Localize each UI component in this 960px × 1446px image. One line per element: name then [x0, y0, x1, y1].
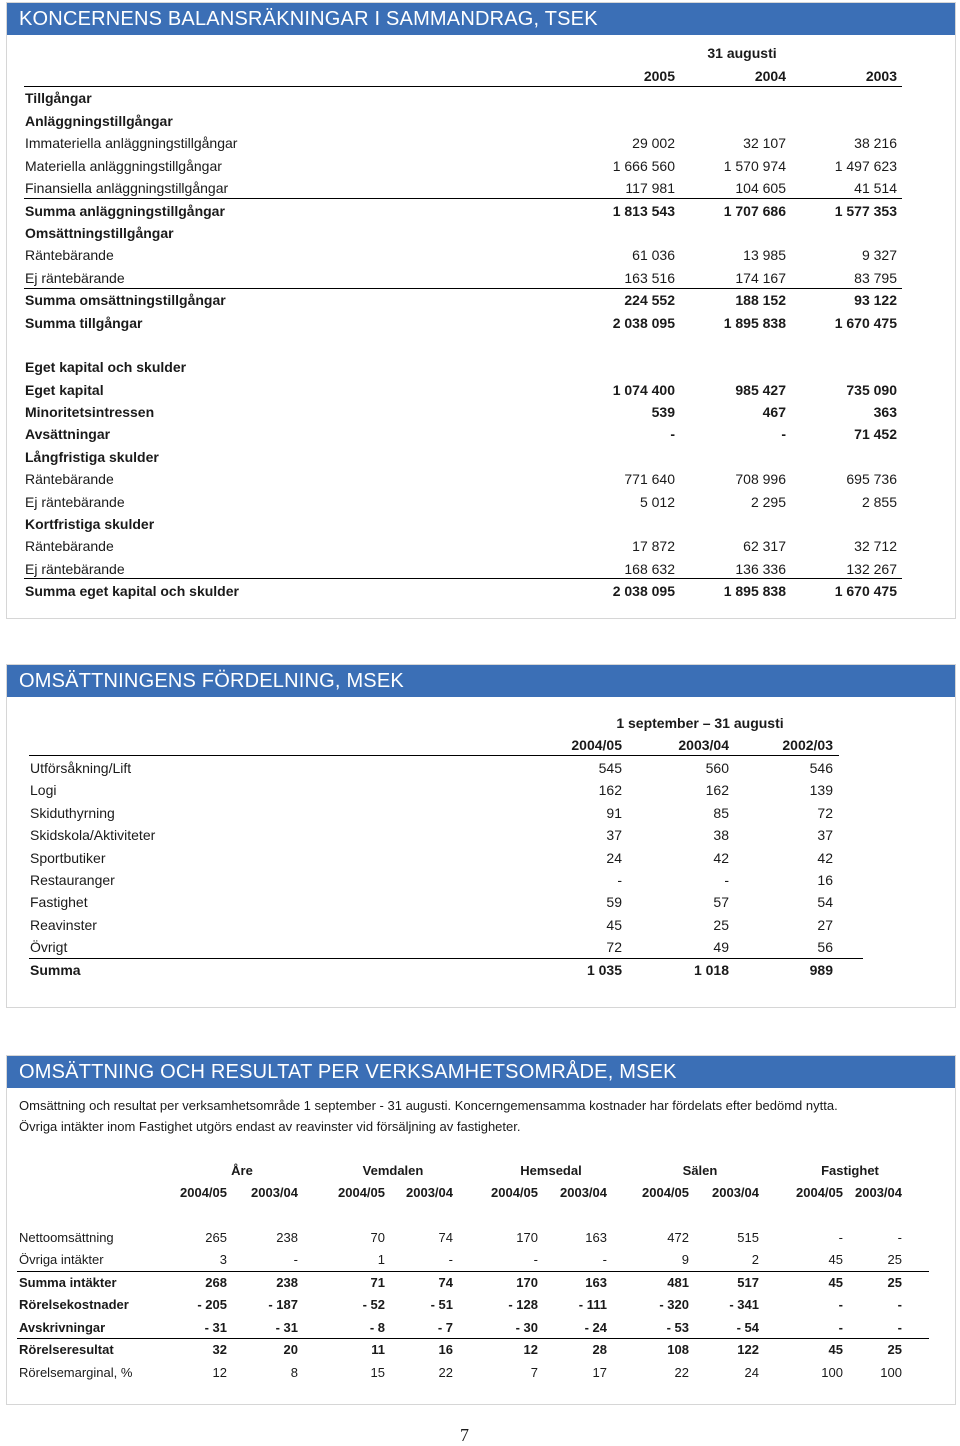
segment-intro-line-2: Övriga intäkter inom Fastighet utgörs endast av reavinster vid försäljning av fastigheter.: [19, 1119, 521, 1134]
row-value: -: [838, 1230, 843, 1245]
row-label: Avskrivningar: [19, 1320, 106, 1335]
year-label: 2003/04: [560, 1185, 607, 1200]
year-col-1: 2004/05: [571, 737, 622, 753]
row-value: 8: [290, 1365, 298, 1380]
table-row: [7, 869, 955, 891]
revenue-period-header: [7, 712, 955, 734]
row-value: - 8: [369, 1320, 385, 1335]
row-value: - 52: [362, 1297, 385, 1312]
row-value: 61 036: [632, 247, 675, 263]
row-value: 2: [751, 1252, 759, 1267]
row-value: 32 712: [854, 538, 897, 554]
balance-period-header: [7, 42, 955, 64]
table-row: [7, 757, 955, 779]
row-value: 56: [817, 939, 833, 956]
year-label: 2003/04: [251, 1185, 298, 1200]
year-label: 2004/05: [642, 1185, 689, 1200]
row-value: - 51: [430, 1297, 453, 1312]
row-value: 72: [817, 804, 833, 821]
row-label: Nettoomsättning: [19, 1230, 114, 1245]
row-value: 45: [828, 1342, 843, 1357]
row-value: -: [897, 1320, 902, 1335]
row-value: - 320: [659, 1297, 689, 1312]
row-value: 22: [438, 1365, 453, 1380]
row-label: Finansiella anläggningstillgångar: [25, 180, 229, 196]
table-row: [7, 779, 955, 801]
row-label: Reavinster: [30, 916, 97, 933]
row-value: - 341: [729, 1297, 759, 1312]
row-value: 3: [219, 1252, 227, 1267]
row-value: 132 267: [846, 561, 897, 577]
row-label: Övriga intäkter: [19, 1252, 104, 1267]
row-label: Tillgångar: [25, 90, 92, 106]
row-value: 546: [809, 760, 833, 776]
row-label: Rörelsemarginal, %: [19, 1365, 133, 1380]
row-value: 38: [713, 827, 729, 844]
row-value: 12: [212, 1365, 227, 1380]
row-value: 20: [283, 1342, 298, 1357]
row-value: 1 813 543: [612, 203, 675, 219]
row-label: Ej räntebärande: [25, 561, 125, 577]
segment-panel: [6, 1055, 956, 1405]
rule-summa-anl: [24, 198, 902, 199]
row-value: 28: [592, 1342, 607, 1357]
row-value: 24: [744, 1365, 759, 1380]
row-value: 545: [598, 760, 622, 776]
row-label: Skiduthyrning: [30, 804, 115, 821]
row-label: Restauranger: [30, 872, 115, 888]
segment-rule-intakter: [17, 1271, 929, 1272]
row-value: 985 427: [735, 382, 786, 398]
table-row: [7, 1294, 955, 1316]
row-value: 735 090: [846, 382, 897, 398]
area-label: Hemsedal: [520, 1163, 582, 1178]
row-value: -: [897, 1230, 902, 1245]
row-value: -: [838, 1320, 843, 1335]
year-label: 2004/05: [796, 1185, 843, 1200]
table-row: [7, 936, 955, 958]
table-row: [7, 1249, 955, 1271]
row-label: Avsättningar: [25, 426, 111, 442]
row-value: 1 670 475: [834, 315, 897, 331]
row-value: 1 707 686: [723, 203, 786, 219]
row-value: 45: [606, 916, 622, 933]
row-value: 363: [873, 404, 897, 420]
table-row: [7, 177, 955, 199]
table-row: [7, 1317, 955, 1339]
row-value: 32 107: [743, 135, 786, 151]
row-value: 695 736: [846, 471, 897, 487]
row-value: -: [533, 1252, 538, 1267]
row-value: 539: [651, 404, 675, 420]
row-value: 24: [606, 849, 622, 866]
table-row: [7, 200, 955, 222]
year-label: 2003/04: [406, 1185, 453, 1200]
row-value: -: [670, 426, 675, 442]
row-value: 163 516: [624, 270, 675, 286]
row-value: 93 122: [854, 292, 897, 308]
row-value: 7: [530, 1365, 538, 1380]
row-value: - 128: [508, 1297, 538, 1312]
row-value: 117 981: [625, 180, 675, 196]
row-value: 22: [674, 1365, 689, 1380]
row-value: 1 035: [586, 961, 622, 978]
table-row: [7, 1272, 955, 1294]
row-value: -: [602, 1252, 607, 1267]
revenue-title: OMSÄTTNINGENS FÖRDELNING, MSEK: [7, 665, 955, 697]
row-value: 11: [371, 1342, 385, 1357]
row-label: Utförsåkning/Lift: [30, 760, 132, 776]
table-row: [7, 87, 955, 109]
row-value: -: [838, 1297, 843, 1312]
row-value: -: [724, 872, 729, 888]
row-value: 104 605: [735, 180, 786, 196]
row-label: Eget kapital och skulder: [25, 359, 187, 375]
table-row: [7, 244, 955, 266]
row-label: Eget kapital: [25, 382, 104, 398]
row-value: 62 317: [743, 538, 786, 554]
row-label: Anläggningstillgångar: [25, 113, 173, 129]
row-value: 41 514: [854, 180, 897, 196]
row-value: 5 012: [639, 494, 675, 510]
row-value: 163: [585, 1275, 607, 1290]
area-label: Sälen: [682, 1163, 718, 1178]
row-value: -: [293, 1252, 298, 1267]
row-value: 2 855: [861, 494, 897, 510]
table-row: [7, 891, 955, 913]
row-value: 27: [817, 916, 833, 933]
row-value: 25: [713, 916, 729, 933]
row-label: Summa: [30, 961, 81, 978]
row-value: 708 996: [735, 471, 786, 487]
row-label: Summa anläggningstillgångar: [25, 203, 225, 219]
row-value: 170: [516, 1275, 538, 1290]
row-value: 72: [606, 939, 622, 956]
revenue-sum-rule: [29, 958, 863, 959]
row-value: 16: [817, 872, 833, 888]
table-row: [7, 289, 955, 311]
row-value: 37: [817, 827, 833, 844]
row-label: Summa tillgångar: [25, 315, 143, 331]
table-row: [7, 267, 955, 289]
year-label: 2003/04: [855, 1185, 902, 1200]
row-value: 13 985: [743, 247, 786, 263]
row-value: 83 795: [854, 270, 897, 286]
year-label: 2003/04: [712, 1185, 759, 1200]
row-value: 560: [705, 760, 729, 776]
row-value: 136 336: [735, 561, 786, 577]
row-value: 42: [713, 849, 729, 866]
row-label: Immateriella anläggningstillgångar: [25, 135, 238, 151]
table-row: [7, 914, 955, 936]
row-value: 71: [370, 1275, 385, 1290]
table-row: [7, 824, 955, 846]
row-value: 12: [523, 1342, 538, 1357]
row-value: 188 152: [735, 292, 786, 308]
row-value: 17: [592, 1365, 607, 1380]
row-value: 517: [737, 1275, 759, 1290]
year-col-3: 2003: [865, 68, 897, 84]
row-value: 2 038 095: [612, 583, 675, 599]
table-row: [7, 110, 955, 132]
table-row: [7, 491, 955, 513]
row-value: 15: [370, 1365, 385, 1380]
row-value: 122: [737, 1342, 759, 1357]
row-label: Ej räntebärande: [25, 270, 125, 286]
segment-area-row: [7, 1160, 955, 1182]
row-value: 268: [205, 1275, 227, 1290]
row-value: 238: [276, 1230, 298, 1245]
row-value: 1: [377, 1252, 385, 1267]
table-row: [7, 558, 955, 580]
year-col-3: 2002/03: [782, 737, 833, 753]
row-value: 1 670 475: [834, 583, 897, 599]
row-value: 17 872: [632, 538, 675, 554]
table-row: [7, 1227, 955, 1249]
row-value: -: [448, 1252, 453, 1267]
row-value: 108: [667, 1342, 689, 1357]
row-value: 1 666 560: [612, 158, 675, 174]
row-value: 2 038 095: [612, 315, 675, 331]
row-value: 85: [713, 804, 729, 821]
row-value: 45: [828, 1275, 843, 1290]
row-value: 45: [828, 1252, 843, 1267]
balance-year-header: [7, 65, 955, 87]
table-row: [7, 312, 955, 334]
table-row: [7, 535, 955, 557]
row-value: 9: [681, 1252, 689, 1267]
row-value: 49: [713, 939, 729, 956]
row-value: - 31: [204, 1320, 227, 1335]
segment-rule-avskr: [17, 1338, 929, 1339]
row-value: 1 570 974: [723, 158, 786, 174]
row-label: Minoritetsintressen: [25, 404, 155, 420]
table-row: [7, 468, 955, 490]
row-value: 989: [809, 961, 833, 978]
row-value: 472: [667, 1230, 689, 1245]
row-value: - 111: [578, 1297, 607, 1312]
row-value: 265: [205, 1230, 227, 1245]
row-value: 37: [606, 827, 622, 844]
year-col-1: 2005: [643, 68, 675, 84]
row-label: Ej räntebärande: [25, 494, 125, 510]
row-label: Långfristiga skulder: [25, 449, 159, 465]
row-label: Logi: [30, 782, 57, 799]
period-label: 31 augusti: [707, 45, 777, 61]
row-value: 481: [667, 1275, 689, 1290]
row-value: 59: [606, 894, 622, 911]
row-value: - 31: [275, 1320, 298, 1335]
table-row: [7, 132, 955, 154]
row-label: Rörelseresultat: [19, 1342, 114, 1357]
row-value: 25: [887, 1342, 902, 1357]
row-value: - 54: [736, 1320, 759, 1335]
row-value: -: [897, 1297, 902, 1312]
row-label: Övrigt: [30, 939, 68, 956]
row-value: 54: [817, 894, 833, 911]
table-row: [7, 446, 955, 468]
row-label: Räntebärande: [25, 247, 114, 263]
table-row: [7, 356, 955, 378]
table-row: [7, 580, 955, 602]
row-value: -: [781, 426, 786, 442]
row-value: 162: [705, 782, 729, 799]
year-col-2: 2004: [754, 68, 786, 84]
row-value: - 7: [437, 1320, 453, 1335]
row-value: 1 018: [693, 961, 729, 978]
row-label: Summa omsättningstillgångar: [25, 292, 226, 308]
segment-title: OMSÄTTNING OCH RESULTAT PER VERKSAMHETSOMRÅDE, MSEK: [7, 1056, 955, 1088]
revenue-panel: [6, 664, 956, 1008]
row-value: 91: [606, 804, 622, 821]
table-row: [7, 222, 955, 244]
row-value: 1 074 400: [612, 382, 675, 398]
table-row: [7, 802, 955, 824]
row-value: 32: [212, 1342, 227, 1357]
row-value: 1 577 353: [834, 203, 897, 219]
row-label: Räntebärande: [25, 538, 114, 554]
row-value: 71 452: [854, 426, 897, 442]
row-value: 74: [438, 1275, 453, 1290]
row-value: 100: [821, 1365, 843, 1380]
table-row: [7, 155, 955, 177]
row-label: Rörelsekostnader: [19, 1297, 129, 1312]
balance-sheet-title: KONCERNENS BALANSRÄKNINGAR I SAMMANDRAG, TSEK: [7, 3, 955, 35]
balance-sheet-panel: [6, 2, 956, 619]
row-label: Sportbutiker: [30, 849, 106, 866]
row-value: 174 167: [735, 270, 786, 286]
row-value: -: [617, 872, 622, 888]
row-value: 139: [809, 782, 833, 799]
row-value: 25: [887, 1275, 902, 1290]
row-value: 515: [737, 1230, 759, 1245]
table-row: [7, 847, 955, 869]
row-value: 771 640: [624, 471, 675, 487]
year-col-2: 2003/04: [678, 737, 729, 753]
table-row: [7, 959, 955, 981]
row-value: 25: [887, 1252, 902, 1267]
period-label: 1 september – 31 augusti: [616, 715, 784, 731]
row-value: 57: [713, 894, 729, 911]
row-value: 1 497 623: [834, 158, 897, 174]
row-label: Skidskola/Aktiviteter: [30, 827, 156, 844]
table-row: [7, 401, 955, 423]
table-row: [7, 423, 955, 445]
row-value: 9 327: [861, 247, 897, 263]
row-value: 70: [370, 1230, 385, 1245]
year-label: 2004/05: [491, 1185, 538, 1200]
area-label: Fastighet: [821, 1163, 879, 1178]
row-value: 467: [762, 404, 786, 420]
row-value: - 30: [515, 1320, 538, 1335]
row-label: Summa intäkter: [19, 1275, 117, 1290]
row-value: 2 295: [750, 494, 786, 510]
row-value: 1 895 838: [723, 315, 786, 331]
row-value: 29 002: [632, 135, 675, 151]
row-value: 170: [516, 1230, 538, 1245]
row-value: 100: [880, 1365, 902, 1380]
segment-intro-line-1: Omsättning och resultat per verksamhetsområde 1 september - 31 augusti. Koncerngemensamma kostnader har fördelats efter bedömd nytta.: [19, 1098, 838, 1113]
area-label: Vemdalen: [362, 1163, 424, 1178]
row-value: 224 552: [624, 292, 675, 308]
row-value: 238: [276, 1275, 298, 1290]
table-row: [7, 513, 955, 535]
table-row: [7, 1339, 955, 1361]
row-value: - 24: [584, 1320, 607, 1335]
row-value: 168 632: [624, 561, 675, 577]
year-label: 2004/05: [338, 1185, 385, 1200]
rule-summa-ek: [24, 578, 902, 579]
revenue-year-header: [7, 734, 955, 756]
row-label: Omsättningstillgångar: [25, 225, 174, 241]
table-row: [7, 379, 955, 401]
row-value: 16: [438, 1342, 453, 1357]
row-value: 163: [585, 1230, 607, 1245]
row-value: 74: [438, 1230, 453, 1245]
row-label: Kortfristiga skulder: [25, 516, 155, 532]
year-label: 2004/05: [180, 1185, 227, 1200]
row-value: - 53: [666, 1320, 689, 1335]
row-value: 1 895 838: [723, 583, 786, 599]
row-label: Summa eget kapital och skulder: [25, 583, 239, 599]
row-value: 38 216: [854, 135, 897, 151]
row-value: - 205: [197, 1297, 227, 1312]
area-label: Åre: [231, 1163, 253, 1178]
table-row: [7, 1362, 955, 1384]
row-value: 162: [598, 782, 622, 799]
revenue-header-rule: [29, 755, 839, 756]
row-label: Fastighet: [30, 894, 88, 911]
row-value: - 187: [268, 1297, 298, 1312]
page-number: 7: [460, 1425, 469, 1445]
segment-year-row: [7, 1182, 955, 1204]
row-value: 42: [817, 849, 833, 866]
row-label: Räntebärande: [25, 471, 114, 487]
row-label: Materiella anläggningstillgångar: [25, 158, 222, 174]
rule-summa-oms: [24, 288, 902, 289]
